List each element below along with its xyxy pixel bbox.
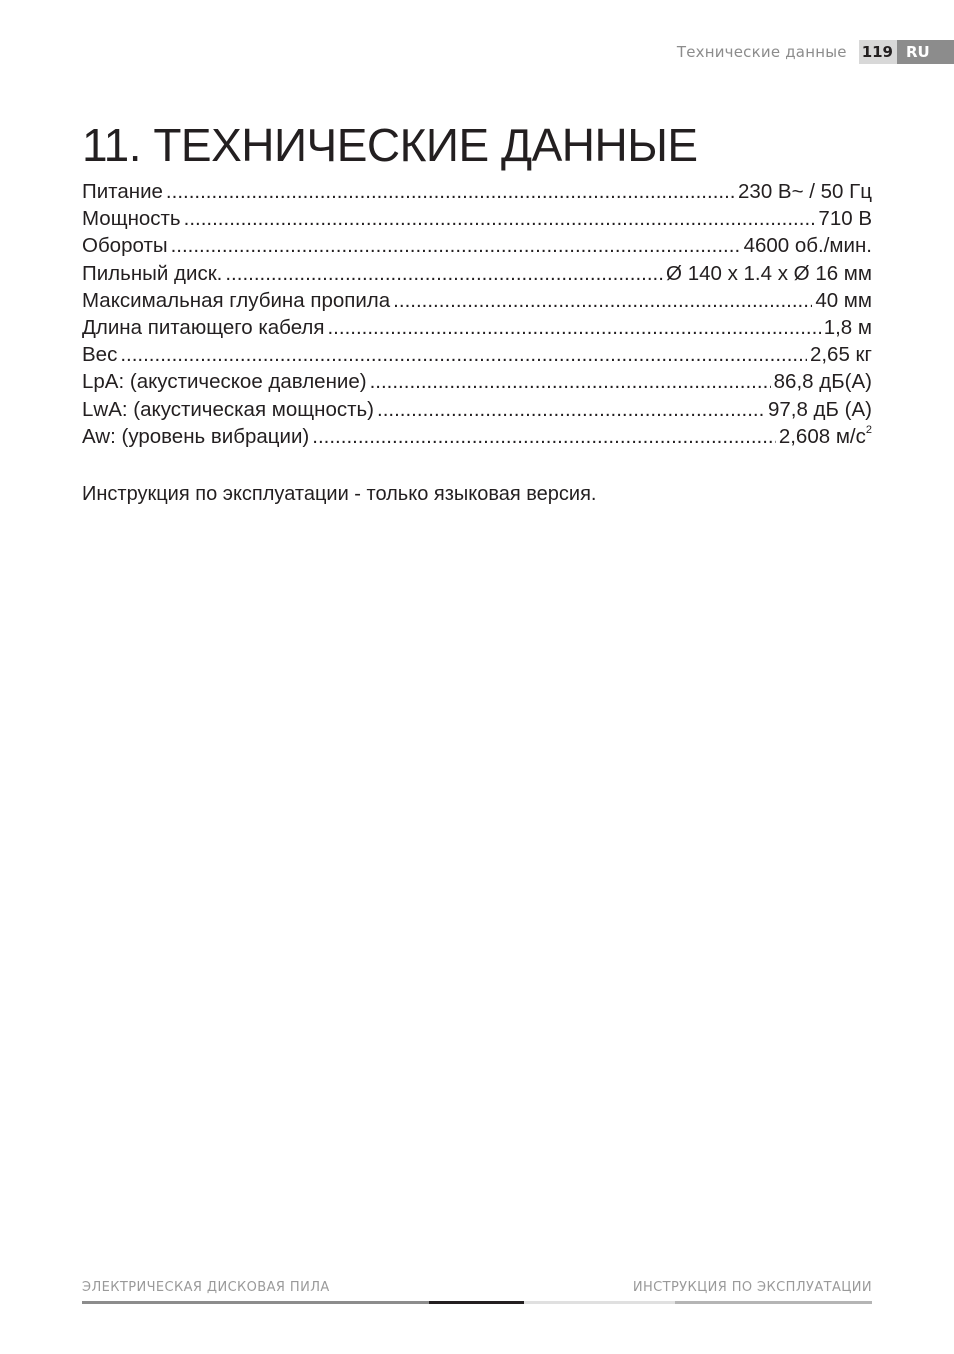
spec-value	[779, 425, 872, 449]
language-badge: RU	[897, 40, 954, 64]
spec-row	[82, 180, 872, 207]
spec-value: 230 В~ / 50 Гц	[738, 180, 872, 203]
footer-line-mid	[675, 1301, 872, 1304]
page-header	[677, 40, 954, 64]
spec-row	[82, 370, 872, 397]
spec-label: Вес	[82, 343, 118, 367]
leader-dots	[377, 398, 765, 422]
section-title: 11. ТЕХНИЧЕСКИЕ ДАННЫЕ	[82, 119, 698, 171]
spec-row	[82, 207, 872, 234]
leader-dots	[393, 289, 812, 313]
leader-dots	[312, 425, 776, 449]
spec-value: 97,8 дБ (А)	[767, 397, 872, 421]
spec-value: 40 мм	[815, 288, 872, 312]
spec-label: Мощность	[82, 207, 181, 231]
spec-row	[82, 425, 872, 452]
spec-value: 710 В	[818, 207, 872, 231]
spec-row	[82, 398, 872, 425]
footer-product-name: ЭЛЕКТРИЧЕСКАЯ ДИСКОВАЯ ПИЛА	[82, 1280, 330, 1295]
spec-value: 4600 об./мин.	[743, 234, 872, 258]
footer-line-dark	[429, 1301, 524, 1304]
spec-label: Обороты	[82, 234, 168, 258]
spec-value: Ø 140 х 1.4 х Ø 16 мм	[666, 261, 872, 285]
spec-row	[82, 343, 872, 370]
leader-dots	[225, 262, 663, 286]
spec-label: LpA: (акустическое давление)	[82, 370, 367, 394]
spec-row	[82, 262, 872, 289]
footer-line-light	[524, 1301, 675, 1304]
spec-row	[82, 289, 872, 316]
spec-value-text: 2,608 м/с	[778, 424, 866, 448]
language-note: Инструкция по эксплуатации - только языковая версия.	[82, 483, 597, 505]
header-title: Технические данные	[676, 43, 847, 61]
superscript: 2	[865, 423, 872, 436]
spec-list	[82, 180, 872, 452]
footer-manual-name: ИНСТРУКЦИЯ ПО ЭКСПЛУАТАЦИИ	[632, 1280, 872, 1295]
spec-label: Питание	[82, 180, 163, 203]
spec-row	[82, 234, 872, 261]
spec-value: 1,8 м	[823, 315, 872, 339]
page-number: 119	[859, 40, 897, 64]
spec-label: Aw: (уровень вибрации)	[82, 424, 310, 448]
spec-label: Длина питающего кабеля	[82, 315, 325, 339]
spec-label: Максимальная глубина пропила	[82, 288, 391, 312]
spec-row	[82, 316, 872, 343]
leader-dots	[166, 180, 735, 204]
spec-value: 2,65 кг	[809, 343, 872, 367]
leader-dots	[171, 234, 741, 258]
leader-dots	[120, 343, 807, 367]
spec-label: Пильный диск.	[82, 261, 223, 285]
leader-dots	[184, 207, 816, 231]
footer-line-gray	[82, 1301, 429, 1304]
spec-value: 86,8 дБ(А)	[773, 370, 872, 394]
leader-dots	[370, 370, 771, 394]
leader-dots	[327, 316, 820, 340]
spec-label: LwA: (акустическая мощность)	[82, 397, 374, 421]
